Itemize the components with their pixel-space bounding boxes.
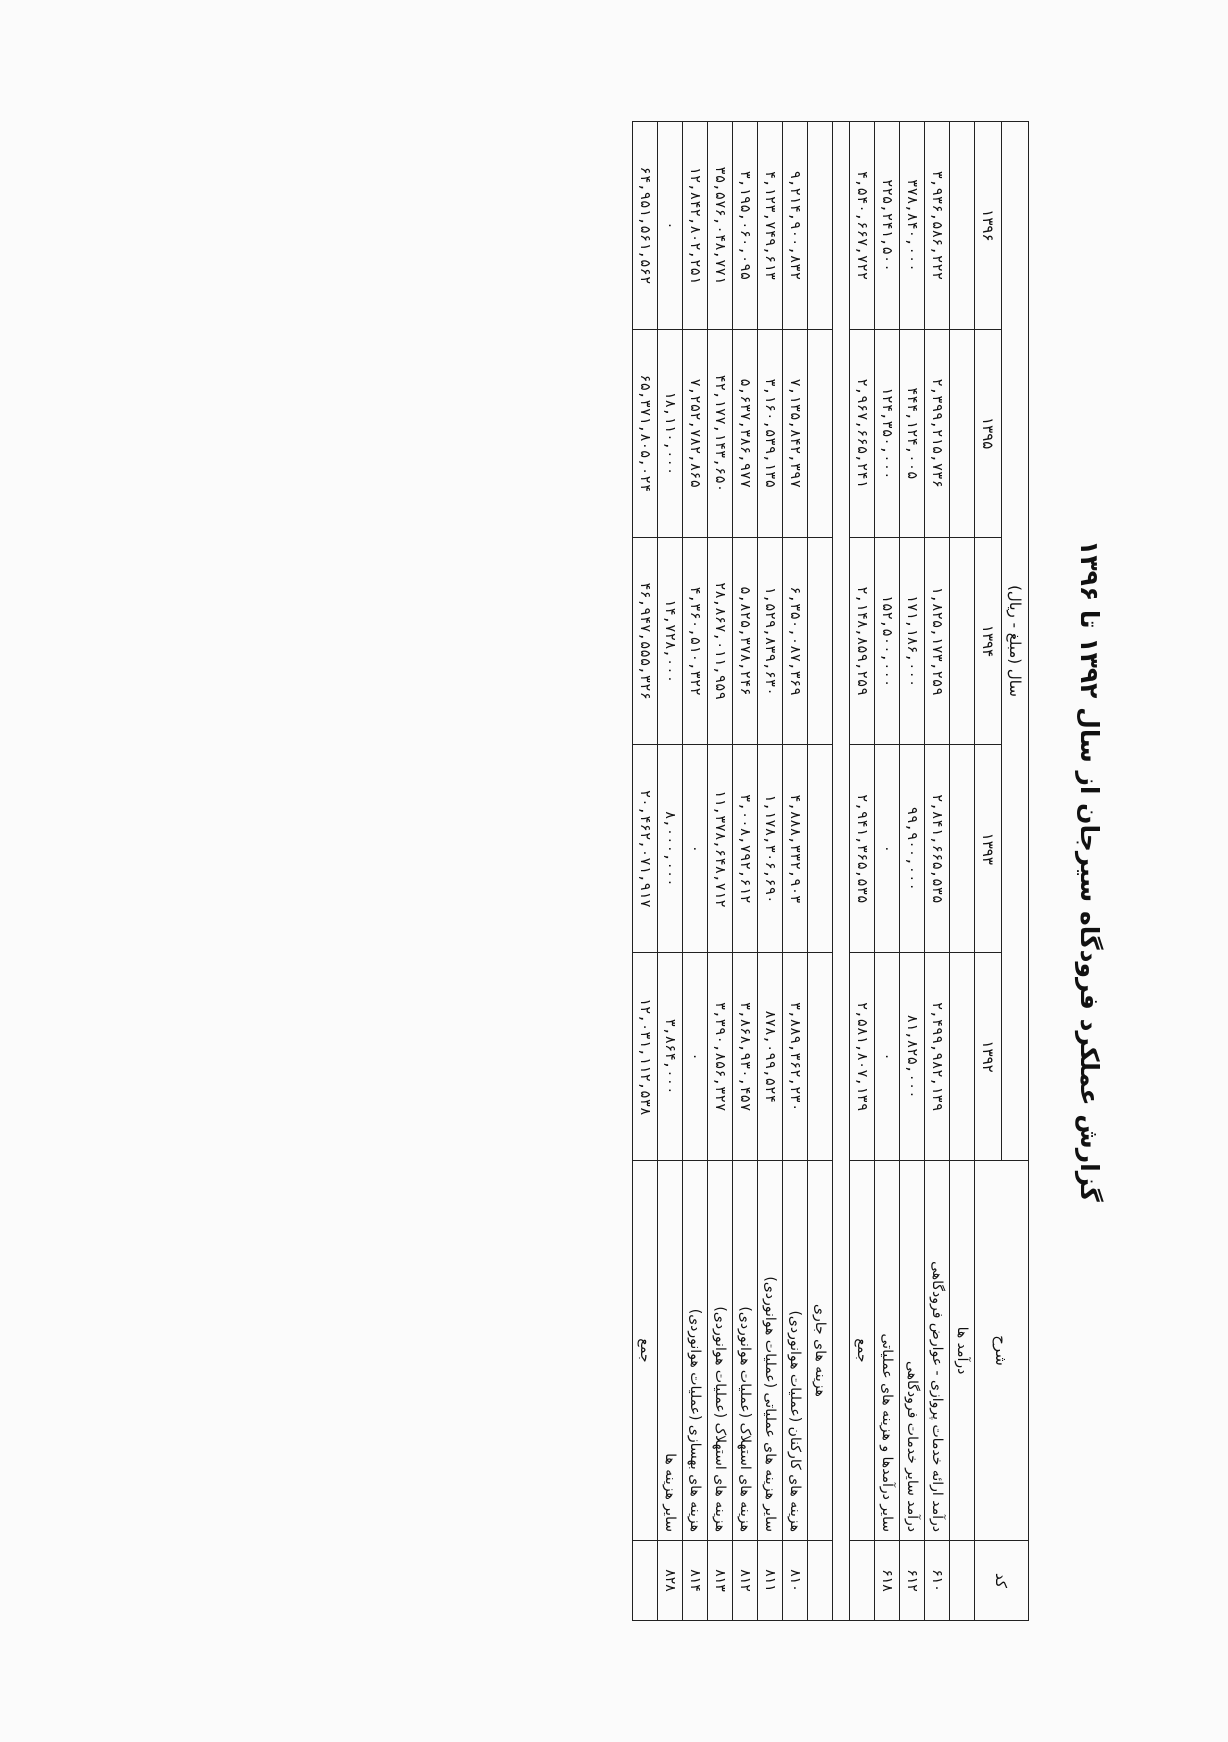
expenses-section-label: هزینه های جاری [808,1161,833,1541]
row-label: سایر هزینه ها [658,1161,683,1541]
expenses-total-row [633,122,658,1621]
value-cell: ۳,۹۳۶,۵۸۶,۲۲۲ [925,122,950,330]
value-cell: ۳,۸۶۸,۹۳۰,۴۵۷ [733,953,758,1161]
total-cell: ۲,۵۸۱,۸۰۷,۱۳۹ [850,953,875,1161]
value-cell: ۳,۸۶۴,۰۰۰ [658,953,683,1161]
row-label: سایر هزینه های عملیاتی (عملیات هوانوردی) [758,1161,783,1541]
revenue-section-row [950,122,975,1621]
total-cell: ۲,۹۴۱,۳۶۵,۵۳۵ [850,745,875,953]
row-code: ۶۱۲ [900,1541,925,1621]
value-cell: ۰ [683,953,708,1161]
row-code: ۸۱۲ [733,1541,758,1621]
value-cell: ۲,۴۹۹,۹۸۲,۱۳۹ [925,953,950,1161]
total-cell: ۴,۵۴۰,۶۶۷,۷۲۲ [850,122,875,330]
value-cell: ۱۲,۸۴۲,۸۰۲,۲۵۱ [683,122,708,330]
row-code: ۸۱۳ [708,1541,733,1621]
value-cell: ۳,۱۶۰,۵۳۹,۱۳۵ [758,329,783,537]
year-header: ۱۳۹۵ [975,329,1002,537]
value-cell: ۰ [875,745,900,953]
value-cell: ۶,۳۵۰,۰۸۷,۳۶۹ [783,537,808,745]
value-cell: ۴,۳۶۰,۵۱۰,۳۲۲ [683,537,708,745]
code-header: کد [975,1541,1029,1621]
value-cell: ۱۷۱,۱۸۶,۰۰۰ [900,537,925,745]
value-cell: ۰ [658,122,683,330]
table-row [658,122,683,1621]
value-cell: ۴,۸۸۸,۳۳۲,۹۰۳ [783,745,808,953]
table-row [758,122,783,1621]
value-cell: ۱۵۲,۵۰۰,۰۰۰ [875,537,900,745]
total-label: جمع [633,1161,658,1541]
row-label: هزینه های استهلاک (عملیات هوانوردی) [733,1161,758,1541]
year-header: ۱۳۹۶ [975,122,1002,330]
total-cell: ۶۵,۳۷۱,۸۰۵,۰۲۴ [633,329,658,537]
performance-table [632,121,1029,1621]
value-cell: ۳۷۸,۸۴۰,۰۰۰ [900,122,925,330]
table-row [875,122,900,1621]
value-cell: ۹۹,۹۰۰,۰۰۰ [900,745,925,953]
row-code: ۶۱۰ [925,1541,950,1621]
value-cell: ۱۸,۱۱۰,۰۰۰ [658,329,683,537]
value-cell: ۴۴۴,۱۲۴,۰۰۵ [900,329,925,537]
row-code: ۸۱۴ [683,1541,708,1621]
revenue-section-label: درآمد ها [950,1161,975,1541]
description-header: شرح [975,1161,1029,1541]
table-row [683,122,708,1621]
total-cell: ۶۴,۹۵۱,۵۶۱,۵۶۲ [633,122,658,330]
value-cell: ۱,۸۲۵,۱۷۳,۲۵۹ [925,537,950,745]
row-label: هزینه های استهلاک (عملیات هوانوردی) [708,1161,733,1541]
value-cell: ۵,۶۳۷,۳۸۶,۹۷۷ [733,329,758,537]
row-code: ۸۱۰ [783,1541,808,1621]
value-cell: ۳,۱۹۵,۰۶۰,۰۹۵ [733,122,758,330]
value-cell: ۴,۱۲۳,۷۴۹,۶۱۳ [758,122,783,330]
value-cell: ۹,۲۱۴,۹۰۰,۸۳۲ [783,122,808,330]
section-code-cell [808,1541,833,1621]
value-cell: ۷,۱۳۵,۸۴۲,۳۹۷ [783,329,808,537]
section-code-cell [950,1541,975,1621]
value-cell: ۷,۲۵۲,۷۸۲,۸۶۵ [683,329,708,537]
section-gap [833,122,850,1621]
value-cell: ۱۲۴,۳۵۰,۰۰۰ [875,329,900,537]
year-group-header: سال (مبلغ - ریال) [1002,122,1029,1161]
value-cell: ۲۸,۸۶۷,۰۱۱,۹۵۹ [708,537,733,745]
row-code: ۸۱۱ [758,1541,783,1621]
value-cell: ۰ [683,745,708,953]
total-cell: ۲۰,۴۶۲,۰۷۱,۹۱۷ [633,745,658,953]
value-cell: ۱,۵۲۹,۸۳۹,۶۳۰ [758,537,783,745]
value-cell: ۱,۱۷۸,۳۰۶,۶۹۰ [758,745,783,953]
header-row-1 [1002,122,1029,1621]
row-code: ۶۱۸ [875,1541,900,1621]
total-cell: ۲,۱۴۸,۸۵۹,۲۵۹ [850,537,875,745]
value-cell: ۴۲,۱۷۷,۱۴۳,۶۵۰ [708,329,733,537]
rotated-report [114,91,1114,1651]
year-header: ۱۳۹۳ [975,745,1002,953]
value-cell: ۸,۰۰۰,۰۰۰ [658,745,683,953]
value-cell: ۲,۸۴۱,۶۶۵,۵۳۵ [925,745,950,953]
value-cell: ۳,۰۰۸,۷۹۲,۶۱۲ [733,745,758,953]
table-row [708,122,733,1621]
table-row [733,122,758,1621]
value-cell: ۵,۸۲۵,۳۷۸,۲۴۶ [733,537,758,745]
total-cell: ۲,۹۶۷,۶۶۵,۲۴۱ [850,329,875,537]
report-title: گزارش عملکرد فرودگاه سیرجان از سال ۱۳۹۲ تا ۱۳۹۶ [1075,540,1104,1202]
row-label: درآمد سایر خدمات فرودگاهی [900,1161,925,1541]
value-cell: ۰ [875,953,900,1161]
value-cell: ۱۴,۷۲۸,۰۰۰ [658,537,683,745]
total-label: جمع [850,1161,875,1541]
value-cell: ۲,۳۹۹,۲۱۵,۷۳۶ [925,329,950,537]
revenue-total-row [850,122,875,1621]
row-label: هزینه های کارکنان (عملیات هوانوردی) [783,1161,808,1541]
row-label: سایر درآمدها و هزینه های عملیاتی [875,1161,900,1541]
row-label: هزینه های بهسازی (عملیات هوانوردی) [683,1161,708,1541]
total-cell: ۱۲,۰۳۱,۱۱۲,۵۳۸ [633,953,658,1161]
row-code: ۸۲۸ [658,1541,683,1621]
value-cell: ۸۷۸,۰۹۹,۵۲۴ [758,953,783,1161]
total-cell: ۴۶,۹۴۷,۵۵۵,۳۲۶ [633,537,658,745]
year-header: ۱۳۹۲ [975,953,1002,1161]
value-cell: ۳,۸۸۹,۳۶۲,۲۳۰ [783,953,808,1161]
year-header: ۱۳۹۴ [975,537,1002,745]
value-cell: ۳۵,۵۷۶,۰۴۸,۷۷۱ [708,122,733,330]
table-row [925,122,950,1621]
value-cell: ۲۲۵,۲۴۱,۵۰۰ [875,122,900,330]
value-cell: ۳,۳۹۰,۸۵۶,۳۲۷ [708,953,733,1161]
table-row [783,122,808,1621]
expenses-section-row [808,122,833,1621]
value-cell: ۱۱,۳۷۸,۶۴۸,۷۱۲ [708,745,733,953]
table-row [900,122,925,1621]
value-cell: ۸۱,۸۲۵,۰۰۰ [900,953,925,1161]
row-label: درآمد ارائه خدمات پروازی - عوارض فرودگاهی [925,1161,950,1541]
